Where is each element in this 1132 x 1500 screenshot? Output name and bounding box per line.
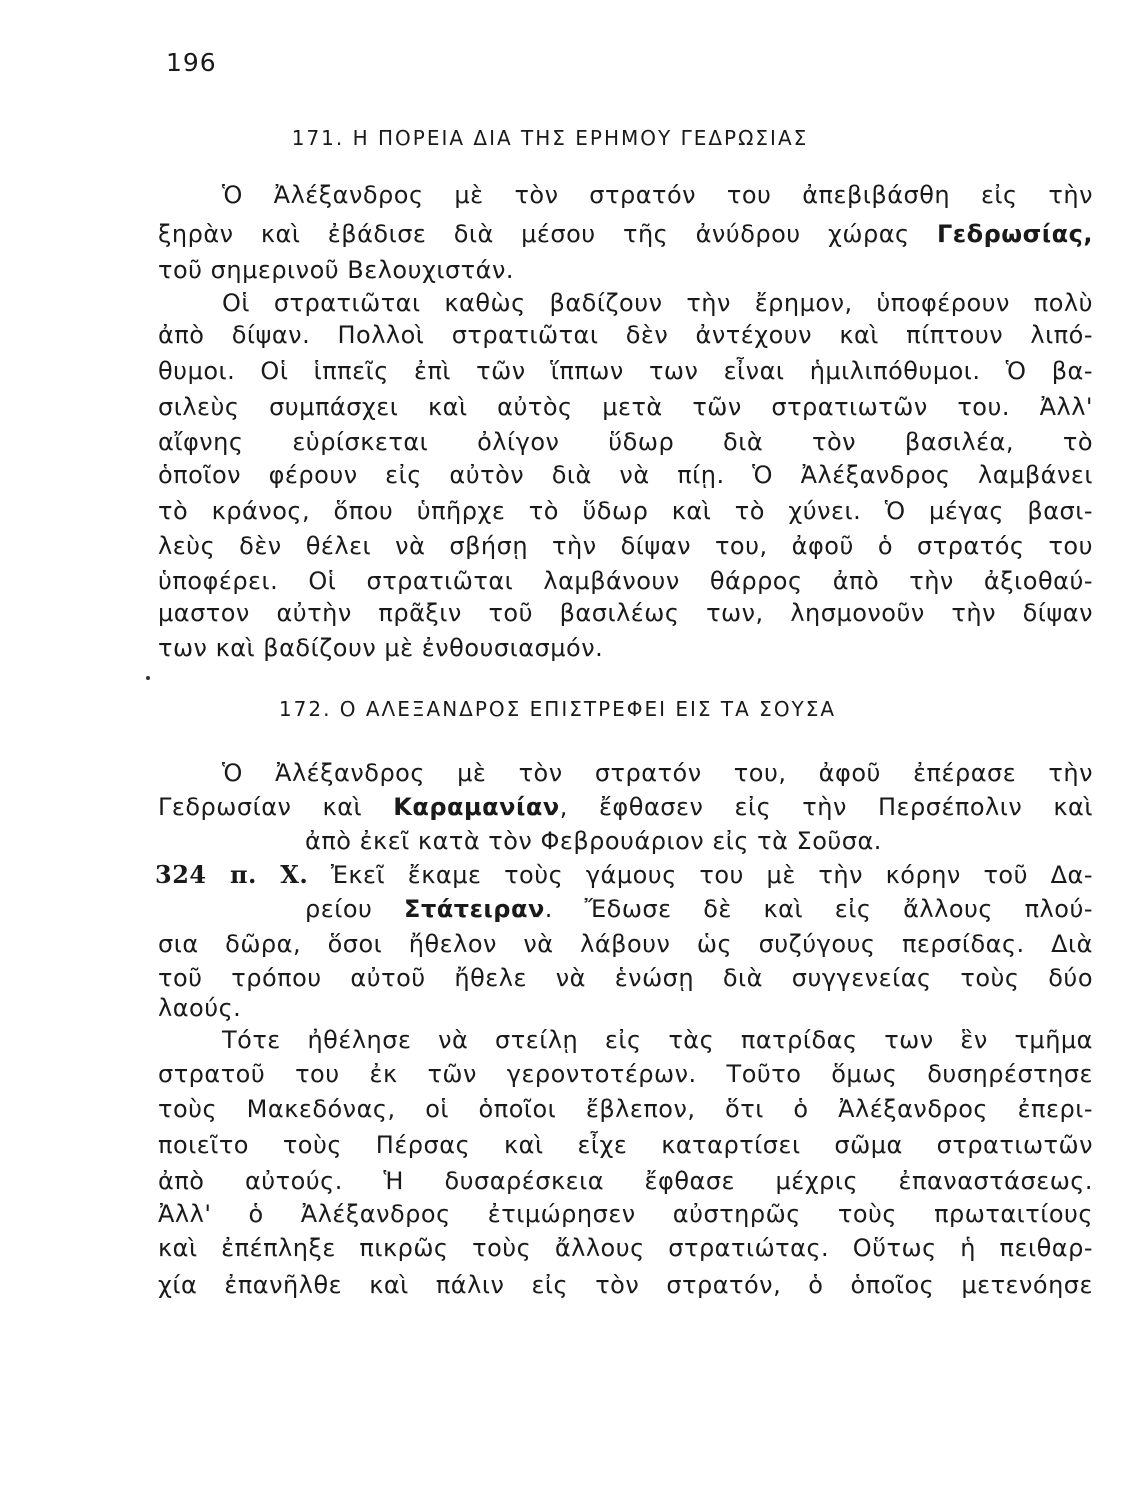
- text-line: μαστον αὐτὴν πρᾶξιν τοῦ βασιλέως των, λησμονοῦν τὴν δίψαν: [158, 599, 1093, 627]
- text-line: χία ἐπανῆλθε καὶ πάλιν εἰς τὸν στρατόν, ὁ ὁποῖος μετενόησε: [158, 1271, 1093, 1299]
- text-line: Οἱ στρατιῶται καθὼς βαδίζουν τὴν ἔρημον, ὑποφέρουν πολὺ: [222, 289, 1093, 317]
- section-171-heading: 171. Η ΠΟΡΕΙΑ ΔΙΑ ΤΗΣ ΕΡΗΜΟΥ ΓΕΔΡΩΣΙΑΣ: [291, 126, 809, 150]
- text-line: θυμοι. Οἱ ἱππεῖς ἐπὶ τῶν ἵππων των εἶναι ἡμιλιπόθυμοι. Ὁ βα-: [158, 357, 1093, 385]
- section-172-heading: 172. Ο ΑΛΕΞΑΝΔΡΟΣ ΕΠΙΣΤΡΕΦΕΙ ΕΙΣ ΤΑ ΣΟΥΣΑ: [278, 697, 837, 721]
- text-line: τοὺς Μακεδόνας, οἱ ὁποῖοι ἔβλεπον, ὅτι ὁ Ἀλέξανδρος ἐπερι-: [158, 1095, 1093, 1123]
- text-line: καὶ ἐπέπληξε πικρῶς τοὺς ἄλλους στρατιώτας. Οὕτως ἡ πειθαρ-: [158, 1234, 1093, 1262]
- year-marker: 324 π. Χ.: [155, 860, 309, 889]
- text-line: λεὺς δὲν θέλει νὰ σβήσῃ τὴν δίψαν του, ἀφοῦ ὁ στρατός του: [158, 532, 1093, 560]
- text-line: αἴφνης εὑρίσκεται ὀλίγον ὕδωρ διὰ τὸν βασιλέα, τὸ: [158, 428, 1093, 456]
- text-line: Τότε ἠθέλησε νὰ στείλῃ εἰς τὰς πατρίδας των ἓν τμῆμα: [222, 1026, 1093, 1054]
- text-line: ποιεῖτο τοὺς Πέρσας καὶ εἶχε καταρτίσει σῶμα στρατιωτῶν: [158, 1131, 1093, 1159]
- person-name-bold: Στάτειραν: [404, 895, 545, 923]
- text-line: Γεδρωσίαν καὶ Καραμανίαν, ἔφθασεν εἰς τὴν Περσέπολιν καὶ: [158, 793, 1093, 821]
- text-line: ἀπὸ αὐτούς. Ἡ δυσαρέσκεια ἔφθασε μέχρις ἐπαναστάσεως.: [158, 1167, 1093, 1195]
- text-line: ξηρὰν καὶ ἐβάδισε διὰ μέσου τῆς ἀνύδρου χώρας Γεδρωσίας,: [158, 220, 1093, 248]
- text-line: σια δῶρα, ὅσοι ἤθελον νὰ λάβουν ὡς συζύγους περσίδας. Διὰ: [158, 930, 1093, 958]
- text-line: Ἀλλ' ὁ Ἀλέξανδρος ἐτιμώρησεν αὐστηρῶς τοὺς πρωταιτίους: [158, 1200, 1093, 1228]
- text-line: λαούς.: [158, 994, 242, 1022]
- text-line: τοῦ τρόπου αὐτοῦ ἤθελε νὰ ἑνώσῃ διὰ συγγενείας τοὺς δύο: [158, 964, 1093, 992]
- page-number: 196: [166, 48, 217, 77]
- text-line: ὑποφέρει. Οἱ στρατιῶται λαμβάνουν θάρρος ἀπὸ τὴν ἀξιοθαύ-: [158, 567, 1093, 595]
- text-line: τὸ κράνος, ὅπου ὑπῆρχε τὸ ὕδωρ καὶ τὸ χύνει. Ὁ μέγας βασι-: [158, 497, 1093, 525]
- stray-dot: [146, 676, 150, 680]
- text-line: ἀπὸ ἐκεῖ κατὰ τὸν Φεβρουάριον εἰς τὰ Σοῦσα.: [305, 827, 882, 855]
- text-line: 324 π. Χ. Ἐκεῖ ἔκαμε τοὺς γάμους του μὲ τὴν κόρην τοῦ Δα-: [155, 860, 1093, 889]
- text-line: ρείου Στάτειραν. Ἔδωσε δὲ καὶ εἰς ἄλλους πλού-: [305, 895, 1093, 923]
- text-line: των καὶ βαδίζουν μὲ ἐνθουσιασμόν.: [158, 634, 604, 662]
- text-line: σιλεὺς συμπάσχει καὶ αὐτὸς μετὰ τῶν στρατιωτῶν του. Ἀλλ': [158, 393, 1093, 421]
- place-name-bold: Γεδρωσίας,: [936, 220, 1093, 248]
- place-name-bold: Καραμανίαν: [393, 793, 560, 821]
- text-line: Ὁ Ἀλέξανδρος μὲ τὸν στρατόν του ἀπεβιβάσθη εἰς τὴν: [222, 181, 1093, 209]
- text-line: ὁποῖον φέρουν εἰς αὐτὸν διὰ νὰ πίῃ. Ὁ Ἀλέξανδρος λαμβάνει: [158, 461, 1093, 489]
- text-line: Ὁ Ἀλέξανδρος μὲ τὸν στρατόν του, ἀφοῦ ἐπέρασε τὴν: [222, 759, 1093, 787]
- text-line: τοῦ σημερινοῦ Βελουχιστάν.: [158, 256, 514, 284]
- text-line: ἀπὸ δίψαν. Πολλοὶ στρατιῶται δὲν ἀντέχουν καὶ πίπτουν λιπό-: [158, 321, 1093, 349]
- text-line: στρατοῦ του ἐκ τῶν γεροντοτέρων. Τοῦτο ὅμως δυσηρέστησε: [158, 1060, 1093, 1088]
